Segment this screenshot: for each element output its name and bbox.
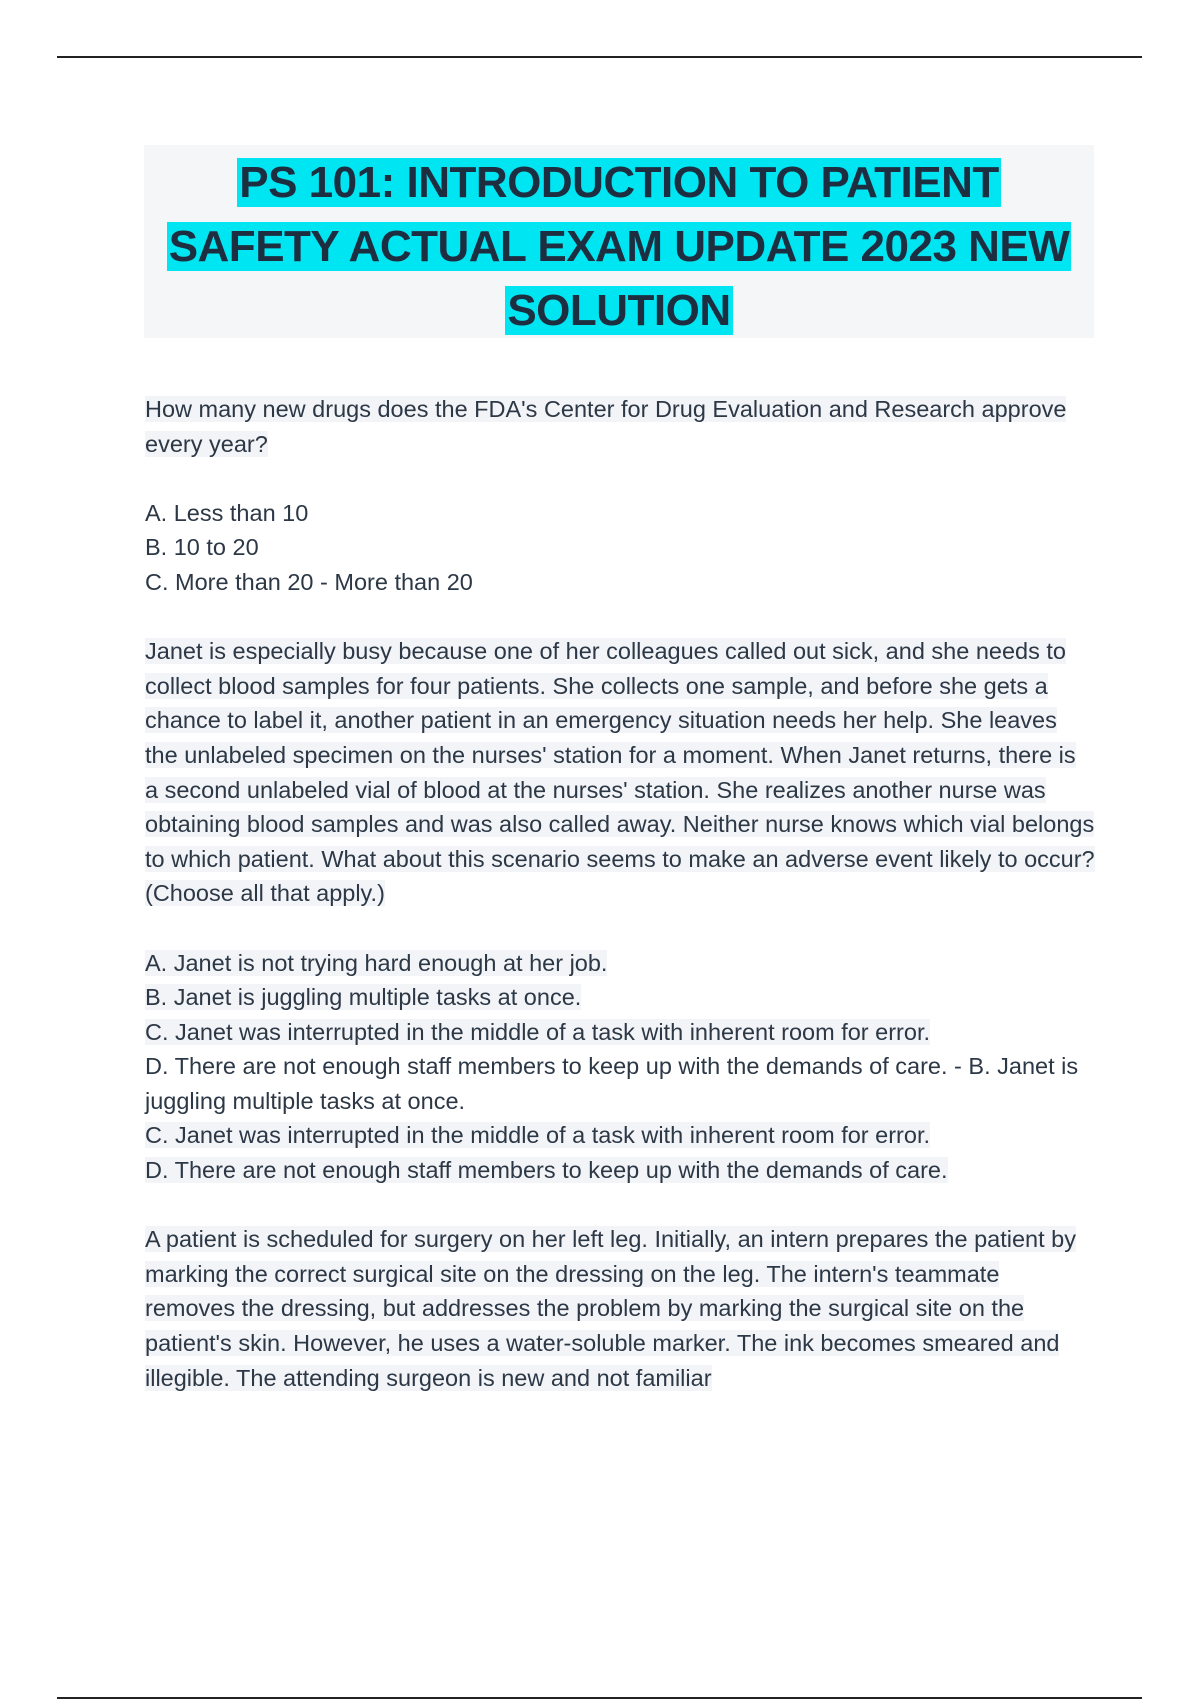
option-item: A. Janet is not trying hard enough at her job. — [145, 949, 608, 976]
question-text — [145, 392, 1095, 461]
question-text — [145, 1222, 1095, 1395]
answer-item: C. Janet was interrupted in the middle of a task with inherent room for error. — [145, 1122, 931, 1149]
question-block-3 — [145, 1222, 1095, 1395]
question-1-text: How many new drugs does the FDA's Center for Drug Evaluation and Research approve every year? — [145, 396, 1067, 457]
document-body — [145, 392, 1095, 1395]
title-line-2: SAFETY ACTUAL EXAM UPDATE 2023 NEW — [168, 222, 1070, 271]
question-3-text: A patient is scheduled for surgery on her left leg. Initially, an intern prepares the patient by marking the correct surgical site on the dressing on the leg. The intern's teammate removes the dressing, but addresses the problem by marking the surgical site on the patient's skin. However, he uses a water-soluble marker. The ink becomes smeared and illegible. The attending surgeon is new and not familiar — [145, 1226, 1076, 1391]
option-item-with-answer: D. There are not enough staff members to keep up with the demands of care. - B. Janet is juggling multiple tasks at once. — [145, 1053, 1079, 1114]
question-text — [145, 634, 1095, 911]
title-box — [144, 145, 1094, 338]
title-line-1: PS 101: INTRODUCTION TO PATIENT — [239, 158, 999, 207]
question-block-2 — [145, 634, 1095, 1188]
option-item: B. 10 to 20 — [145, 534, 259, 561]
option-item: C. More than 20 - More than 20 — [145, 568, 473, 595]
option-item: B. Janet is juggling multiple tasks at once. — [145, 984, 582, 1011]
question-block-1 — [145, 392, 1095, 600]
page-title — [144, 145, 1094, 343]
option-item: A. Less than 10 — [145, 499, 309, 526]
question-2-text: Janet is especially busy because one of her colleagues called out sick, and she needs to collect blood samples for four patients. She collects one sample, and before she gets a chance to label it, another patient in an emergency situation needs her help. She leaves the unlabeled specimen on the nurses' station for a moment. When Janet returns, there is a second unlabeled vial of blood at the nurses' station. She realizes another nurse was obtaining blood samples and was also called away. Neither nurse knows which vial belongs to which patient. What about this scenario seems to make an adverse event likely to occur? (Choose all that apply.) — [145, 638, 1095, 907]
option-item: C. Janet was interrupted in the middle of a task with inherent room for error. — [145, 1018, 931, 1045]
title-line-3: SOLUTION — [507, 286, 731, 335]
top-rule — [57, 56, 1142, 58]
answer-item: D. There are not enough staff members to keep up with the demands of care. — [145, 1157, 948, 1184]
bottom-rule — [57, 1697, 1142, 1699]
